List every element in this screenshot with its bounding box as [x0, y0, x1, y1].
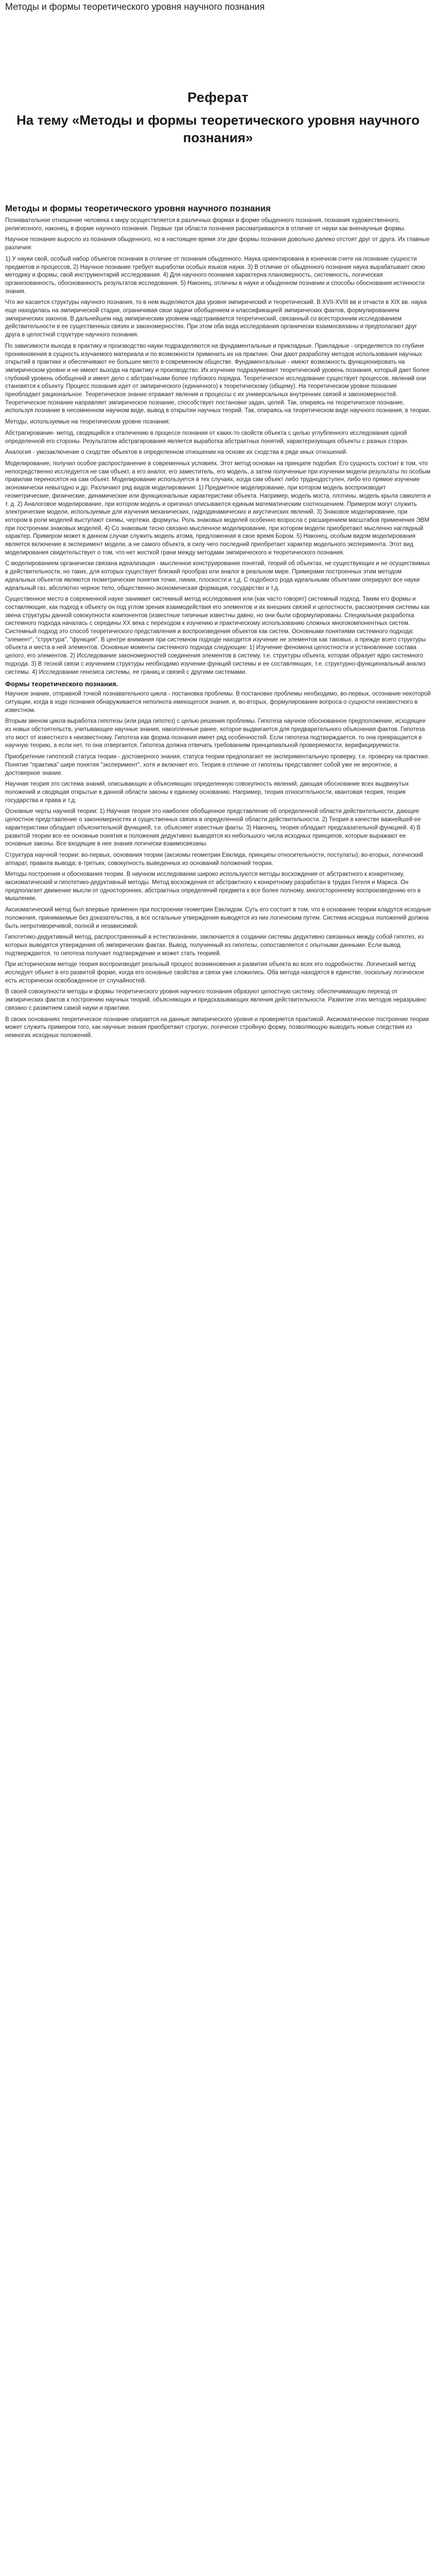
document-page	[0, 1, 436, 1040]
paragraph: Гипотетико-дедуктивный метод, распространенный в естествознании, заключается в создании системы дедуктивно связанных между собой гипотез, из которых выводятся утверждения об эмпирических фактах. Вывод, полученный из гипотезы, сопоставляется с опытными данными. Если вывод подтверждается, то гипотеза получает подтверждение и может стать теорией.	[5, 934, 424, 957]
article-title: Методы и формы теоретического уровня научного познания	[5, 204, 271, 213]
paragraph: Аксиоматический метод был впервые применен при построении геометрии Евклидом. Суть его состоит в том, что в основание теории кладутся исходные положения, принимаемые без доказательства, а все остальные утверждения выводятся из них логическим путем. Система исходных положений должна быть непротиворечивой, полной и независимой.	[5, 907, 431, 929]
paragraph: Что же касается структуры научного познания, то в нем выделяются два уровня эмпирический и теоретический. В XVII-XVIII вв и отчасти в XIX вв. наука еще находилась на эмпирической стадии, ограничивая свои задачи обобщением и классификацией эмпирических фактов, формулированием эмпирических законов. В дальнейшем над эмпирическим уровнем надстраивается теоретический, связанный со всесторонним исследованием действительности в ее существенных связях и закономерностях. При этом оба вида исследования органически взаимосвязаны и предполагают друг друга в целостной структуре научного познания.	[5, 299, 427, 338]
paragraph: 1) У науки свой, особый набор объектов познания в отличие от познания обыденного. Наука ориентирована в конечном счете на познание сущности предметов и процессов, 2) Научное познание требует выработки особых языков науки. 3) В отличие от обыденного познания наука вырабатывает свою методику и формы, свой инструментарий исследования. 4) Для научного познания характерна планомерность, системность, логическая организованность, обоснованность результатов исследования. 5) Наконец, отличны в науке и обыденном познании и способы обоснования истинности знания.	[5, 256, 425, 295]
paragraph: Вторым звеном цикла выработка гипотезы (или ряда гипотез) с целью решения проблемы. Гипотеза научное обоснованное предположение, исходящее из новых обстоятельств, учитывающее научные знания, накопленные ранее, которое выдвигается для предварительного объяснения фактов. Гипотеза это мост от известного к неизвестному. Гипотеза как форма познания имеет ряд особенностей. Если гипотеза подтверждается, то она превращается в научную теорию, а если нет, то она отвергается. Гипотеза должна отвечать требованиям принципиальной проверяемости, верифицируемости.	[5, 718, 426, 749]
paragraph: Познавательное отношение человека к миру осуществляется в различных формах в форме обыденного познания, познания художественного, религиозного, наконец, в форме научного познания. Первые три области познания рассматриваются в отличие от науки как вненаучные формы.	[5, 217, 406, 232]
paragraph: Аналогия - умозаключение о сходстве объектов в определенном отношении на основе их сходства в ряде иных отношений.	[5, 449, 348, 456]
cover-word: Реферат	[187, 90, 249, 105]
paragraph: Существенное место в современной науке занимает системный метод исследования или (как часто говорят) системный подход. Таким его формы и составляющие, как подход к объекту он под углом зрения взаимодействия его элементов и их внешних связей и целостности, рассмотрения системы как звена структуры данной совокупности компонентов (известные типичные известны давно, но они были сформулированы. Специальная разработка системного подхода началась с середины XX века с переходом к изучению и практическому использованию сложных многокомпонентных систем. Системный подход это способ теоретического представления и воспроизведения объектов как систем. Основными понятиями системного подхода: "элемент", "структура", "функция". В центре внимания при системном подходе находится изучение не элементов как таковых, а прежде всего структуры объекта и места в ней элементов. Основные моменты системного подхода следующие: 1) Изучение феномена целостности и установление состава целого, его элементов. 2) Исследование закономерностей соединения элементов в систему, т.е. структуры объекта, которая образует ядро системного подхода. 3) В тесной связи с изучением структуры необходимо изучение функций системы и ее составляющих, т.е. структурно-функциональный анализ системы. 4) Исследование генезиса системы, ее границ и связей с другими системами.	[5, 596, 430, 675]
paragraph: Научное знание, отправной точкой познавательного цикла - постановка проблемы. В постановке проблемы необходимо, во-первых, осознание некоторой ситуации, когда в ходе познания обнаруживается неполнота имеющегося знания, и, во-вторых, формулирование вопроса о сущности неизвестного в известном.	[5, 691, 431, 714]
cover-topic: На тему «Методы и формы теоретического уровня научного познания»	[16, 112, 420, 145]
article	[5, 203, 431, 1040]
paragraph: По зависимости выхода в практику и производство науки подразделяются на фундаментальные и прикладные. Прикладные - определяется по глубине проникновения в сущность изучаемого материала и по возможности применить их на практике. Они дают разработку методов использования научных открытий в практике и обеспечивают ее большее место в современном обществе. Фундаментальные - имеют возможность функционировать на эмпирическом уровне и не имеют выхода на практику и производство. Их изучение подразумевает теоретический уровень познания, который дает более глубокий уровень обобщений и имеет дело с абстрактными более глубокого порядка. Теоретическое исследование существует процессов, явлений они становятся к объекту. Процесс познания идет от эмпирического (единичного) к теоретическому (общему). На теоретическом уровне познания преобладает рациональное. Теоретическое знание отражает явления и процессы с их универсальных внутренних связей и закономерностей. Теоретическое познание направляет эмпирическое познание, способствует постановке задач, целей. Так, опираясь на теоретическое познание, используя познание в несомненном научном виде, вывод в открытии научных теорий. Так, опираясь на теоретическом виде научного познания, в теории.	[5, 343, 431, 414]
paragraph: Абстрагирование- метод, сводящийся к отвлечению в процессе познания от каких-то свойств объекта с целью углубленного исследования одной определенной его стороны. Результатом абстрагирования является выработка абстрактных понятий, характеризующих объекты с разных сторон.	[5, 430, 409, 445]
section-heading: Формы теоретического познания.	[5, 680, 118, 688]
paragraph: В своей совокупности методы и формы теоретического уровня научного познания образуют целостную систему, обеспечивающую переход от эмпирических фактов к построению научных теорий, объясняющих и предсказывающих явления действительности. Развитие этих методов неразрывно связано с развитием самой науки и практики.	[5, 989, 426, 1011]
paragraph: Основные черты научной теории: 1) Научная теория это наиболее обобщенное представление об определенной области действительности, дающее целостное представление о закономерностях и существенных связях в определенной области действительности. 2) Теория в качестве важнейшей ее характеристики обладает объяснительной функцией, т.е. объясняет известные факты. 3) Наконец, теория обладает предсказательной функцией. 4) В развитой теории все ее основные понятия и положения дедуктивно выводятся из небольшого числа исходных принципов, которые выражают ее основные законы. Все входящие в нее знания логически взаимосвязаны.	[5, 808, 421, 848]
paragraph: С моделированием органически связана идеализация - мысленное конструирование понятий, теорий об объектах, не существующих и не осуществимых в действительности, но таких, для которых существует близкий прообраз или аналог в реальном мире. Примерами построенных этим методом идеальных объектов являются геометрические понятия точки, линии, плоскости и т.д. С подобного рода идеальными объектами оперируют все науки идеальный газ, абсолютно черное тело, общественно-экономическая формация, государство и т.д.	[5, 561, 430, 591]
paragraph: Структура научной теории: во-первых, основания теории (аксиомы геометрии Евклида, принципы относительности, постулаты); во-вторых, логический аппарат, правила вывода; в-третьих, совокупность выведенных из оснований положений теории.	[5, 852, 423, 867]
document-header-title: Методы и формы теоретического уровня научного познания	[5, 2, 265, 12]
paragraph: Моделирование, получил особое распространение в современных условиях. Этот метод основан на принципе подобия. Его сущность состоит в том, что непосредственно исследуется не сам объект, а его аналог, его заместитель, его модель, а затем полученные при изучении модели результаты по особым правилам переносятся на сам объект. Моделирование используется в тех случаях, когда сам объект либо труднодоступен, либо его прямое изучение экономически невыгодно и др. Различают ряд видов моделирования: 1) Предметное моделирование, при котором модель воспроизводит геометрические, физические, динамические или функциональные характеристики объекта. Например, модель моста, плотины, модель крыла самолета и т. д. 2) Аналоговое моделирование, при котором модель и оригинал описываются единым математическим соотношением. Примером могут служить электрические модели, используемые для изучения механических, гидродинамических и акустических явлений. 3) Знаковое моделирование, при котором в роли моделей выступают схемы, чертежи, формулы. Роль знаковых моделей особенно возросла с расширением масштабов применения ЭВМ при построении знаковых моделей. 4) Со знаковым тесно связано мысленное моделирование, при котором модели приобретают мысленно наглядный характер. Примером может в данном случае служить модель атома, предложенная в свое время Бором. 5) Наконец, особым видом моделирования является включение в эксперимент модели, а не самого объекта, в силу чего последний приобретает характер модельного эксперимента. Этот вид моделирования свидетельствует о том, что нет жесткой грани между методами эмпирического и теоретического познания.	[5, 460, 431, 556]
paragraph: В своих основаниях теоретическое познание опирается на данные эмпирического уровня и проверяется практикой. Аксиоматическое построение теории может служить примером того, как научные знания приобретают строгую, логически стройную форму, позволяющую выводить новые следствия из немногих исходных положений.	[5, 1016, 429, 1039]
paragraph: Научная теория это система знаний, описывающих и объясняющих определенную совокупность явлений, дающая обоснование всех выдвинутых положений и сводящая открытые в данной области законы к единому основанию. Например, теория относительности, квантовая теория, теория государства и права и т.д.	[5, 781, 409, 804]
paragraph: При историческом методе теория воспроизводит реальный процесс возникновения и развития объекта во всех его подробностях. Логический метод исследует объект в его развитой форме, когда его основные свойства и связи уже сложились. Оба метода находятся в единстве, поскольку логическое есть исторически освобожденное от случайностей.	[5, 961, 425, 984]
paragraph: Научное познание выросло из познания обыденного, но в настоящее время эти две формы познания довольно далеко отстоят друг от друга. Их главные различия:	[5, 236, 430, 251]
paragraph: Приобретение гипотезой статуса теории - достоверного знания, статуса теории предполагает ее экспериментальную проверку, т.е. проверку на практике. Понятие "практика" шире понятия "эксперимент", хотя и включает его. Теория в отличие от гипотезы представляет собой уже не вероятное, а достоверное знание.	[5, 754, 430, 776]
cover-block	[5, 89, 431, 146]
paragraph: Методы построения и обоснования теории. В научном исследовании широко используются методы восхождения от абстрактного к конкретному, аксиоматический и гипотетико-дедуктивный методы. Метод восхождения от абстрактного к конкретному разработан в трудах Гегеля и Маркса. Он предполагает движение мысли от односторонних, абстрактных определений предмета к все более полному, многостороннему воспроизведению его в мышлении.	[5, 871, 421, 902]
paragraph: Методы, используемые на теоретическом уровне познания:	[5, 419, 170, 426]
